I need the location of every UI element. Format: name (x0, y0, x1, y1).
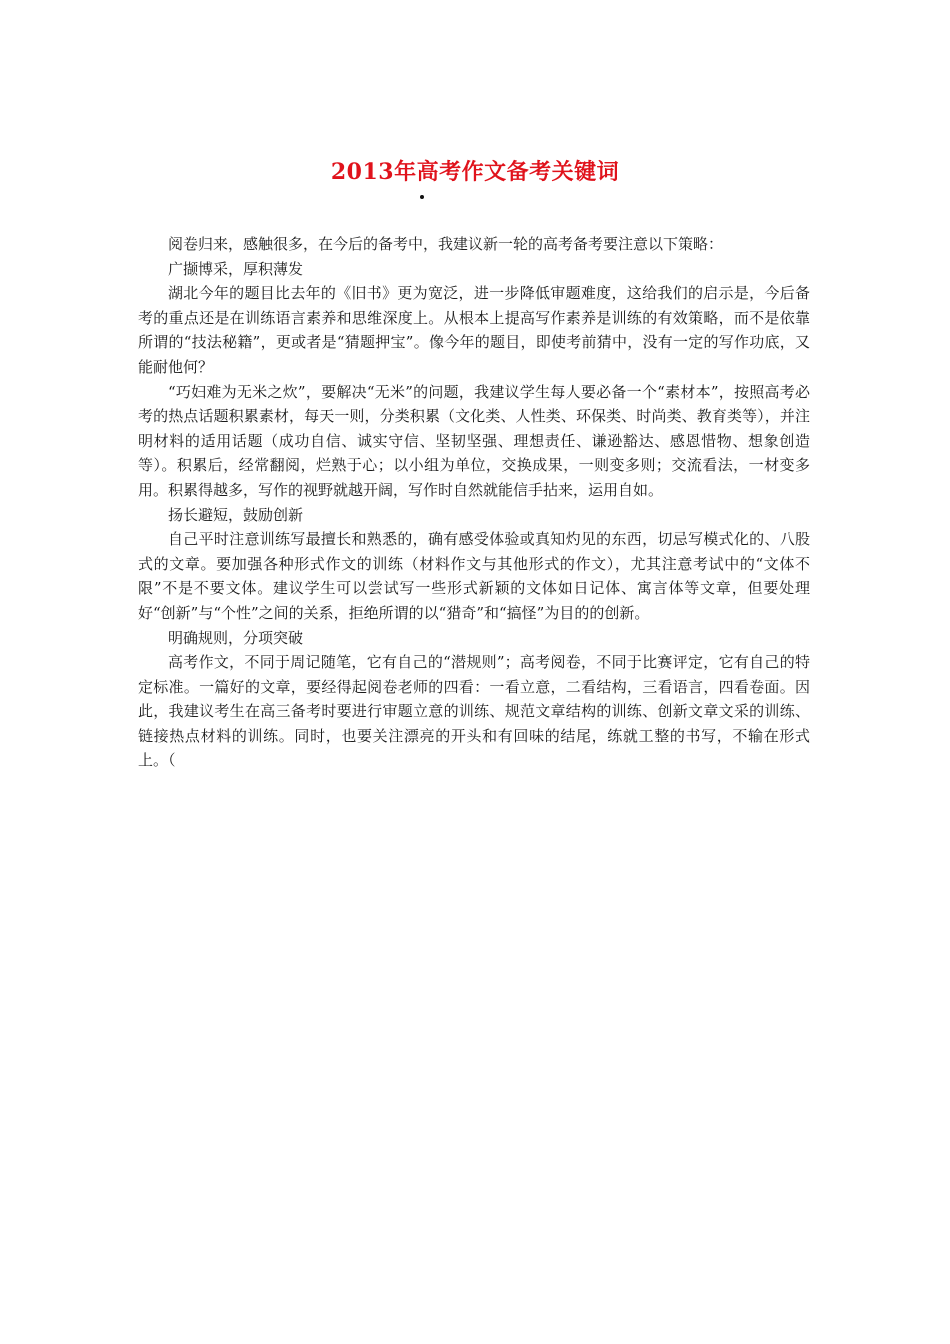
body-paragraph: 自己平时注意训练写最擅长和熟悉的，确有感受体验或真知灼见的东西，切忌写模式化的、八股式的文章。要加强各种形式作文的训练（材料作文与其他形式的作文），尤其注意考试中的“文体不限”不是不要文体。建议学生可以尝试写一些形式新颖的文体如日记体、寓言体等文章，但要处理好“创新”与“个性”之间的关系，拒绝所谓的以“猎奇”和“搞怪”为目的的创新。 (138, 530, 810, 622)
document-body (138, 232, 810, 773)
bullet-dot (420, 195, 424, 199)
intro-paragraph: 阅卷归来，感触很多，在今后的备考中，我建议新一轮的高考备考要注意以下策略： (168, 235, 724, 253)
section-heading-rules: 明确规则，分项突破 (168, 628, 304, 647)
section-heading-innovate: 扬长避短，鼓励创新 (168, 505, 304, 524)
section-heading-accumulate: 广撷博采，厚积薄发 (168, 259, 304, 278)
body-paragraph: “巧妇难为无米之炊”，要解决“无米”的问题，我建议学生每人要必备一个“素材本”，按照高考必考的热点话题积累素材，每天一则，分类积累（文化类、人性类、环保类、时尚类、教育类等），并注明材料的适用话题（成功自信、诚实守信、坚韧坚强、理想责任、谦逊豁达、感恩惜物、想象创造等）。积累后，经常翻阅，烂熟于心；以小组为单位，交换成果，一则变多则；交流看法，一材变多用。积累得越多，写作的视野就越开阔，写作时自然就能信手拈来，运用自如。 (138, 382, 810, 499)
document-title: 2013年高考作文备考关键词 (330, 159, 620, 185)
body-paragraph: 高考作文，不同于周记随笔，它有自己的“潜规则”；高考阅卷，不同于比赛评定，它有自己的特定标准。一篇好的文章，要经得起阅卷老师的四看：一看立意，二看结构，三看语言，四看卷面。因此，我建议考生在高三备考时要进行审题立意的训练、规范文章结构的训练、创新文章文采的训练、链接热点材料的训练。同时，也要关注漂亮的开头和有回味的结尾，练就工整的书写，不输在形式上。（ (138, 653, 810, 770)
body-paragraph: 湖北今年的题目比去年的《旧书》更为宽泛，进一步降低审题难度，这给我们的启示是，今后备考的重点还是在训练语言素养和思维深度上。从根本上提高写作素养是训练的有效策略，而不是依靠所谓的“技法秘籍”，更或者是“猜题押宝”。像今年的题目，即使考前猜中，没有一定的写作功底，又能耐他何？ (138, 284, 810, 376)
